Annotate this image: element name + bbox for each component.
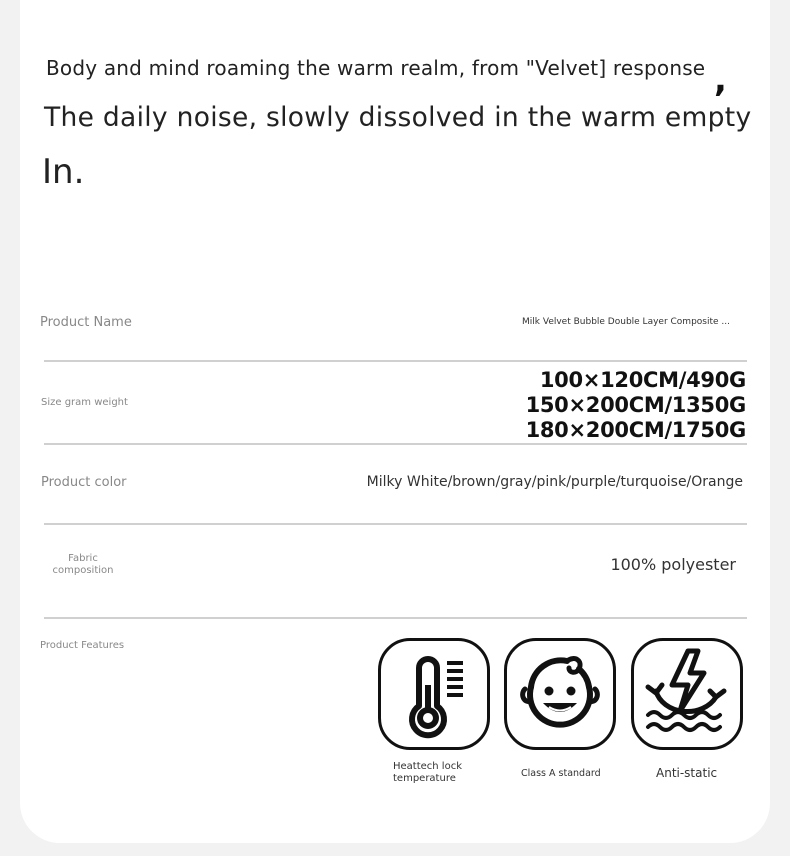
divider <box>44 360 747 362</box>
fabric-value: 100% polyester <box>610 555 736 574</box>
intro-line-2: The daily noise, slowly dissolved in the warm empty <box>44 102 752 133</box>
product-color-label: Product color <box>41 475 127 490</box>
size-weight-value: 180×200CM/1750G <box>525 418 746 442</box>
size-weight-value: 150×200CM/1350G <box>525 393 746 417</box>
divider <box>44 617 747 619</box>
divider <box>44 523 747 525</box>
thermometer-icon <box>378 638 490 750</box>
size-weight-value: 100×120CM/490G <box>539 368 746 392</box>
fabric-label: Fabric composition <box>52 553 114 576</box>
intro-comma: , <box>714 60 727 100</box>
features-label: Product Features <box>40 640 125 651</box>
baby-face-icon <box>504 638 616 750</box>
product-color-value: Milky White/brown/gray/pink/purple/turquoise/Orange <box>366 474 743 490</box>
size-weight-values <box>526 368 746 443</box>
feature-label: Heattech lock temperature <box>393 761 462 784</box>
feature-label: Anti-static <box>656 766 718 780</box>
intro-line-1: Body and mind roaming the warm realm, from "Velvet] response <box>46 56 706 80</box>
product-name-label: Product Name <box>40 315 132 330</box>
intro-line-3: In. <box>42 152 85 192</box>
size-weight-label: Size gram weight <box>41 397 128 408</box>
product-name-value: Milk Velvet Bubble Double Layer Composite ... <box>522 317 730 327</box>
divider <box>44 443 747 445</box>
lightning-icon <box>631 638 743 750</box>
feature-label: Class A standard <box>521 768 601 779</box>
